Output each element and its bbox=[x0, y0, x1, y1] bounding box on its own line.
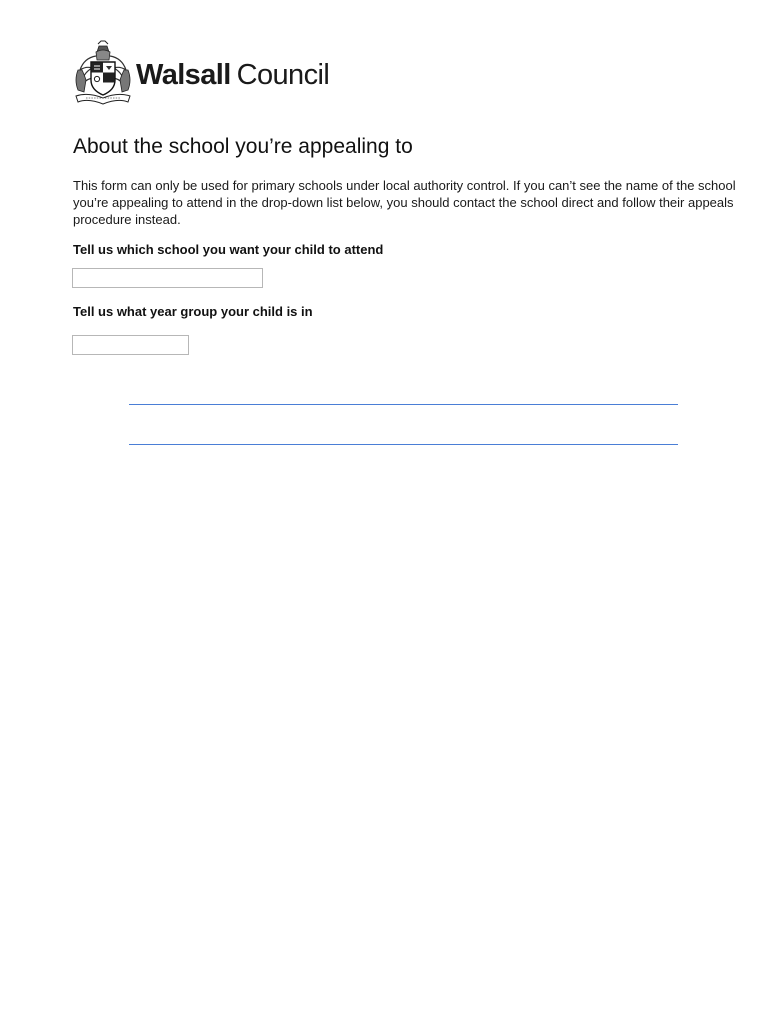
divider-line bbox=[129, 404, 678, 405]
council-logo bbox=[72, 40, 329, 106]
walsall-crest-icon bbox=[72, 40, 134, 106]
school-field[interactable] bbox=[72, 268, 263, 288]
council-name bbox=[136, 58, 330, 91]
year-group-field-label: Tell us what year group your child is in bbox=[73, 304, 313, 319]
divider-line bbox=[129, 444, 678, 445]
brand-name-bold: Walsall bbox=[136, 58, 231, 91]
year-group-field[interactable] bbox=[72, 335, 189, 355]
intro-text: This form can only be used for primary schools under local authority control. If you can’t see the name of the school you’re appealing to attend in the drop-down list below, you should contact the school direct and follow their appeals procedure instead. bbox=[73, 178, 736, 227]
brand-name-light: Council bbox=[236, 58, 330, 91]
page-title: About the school you’re appealing to bbox=[73, 135, 413, 158]
school-field-label: Tell us which school you want your child to attend bbox=[73, 242, 384, 257]
